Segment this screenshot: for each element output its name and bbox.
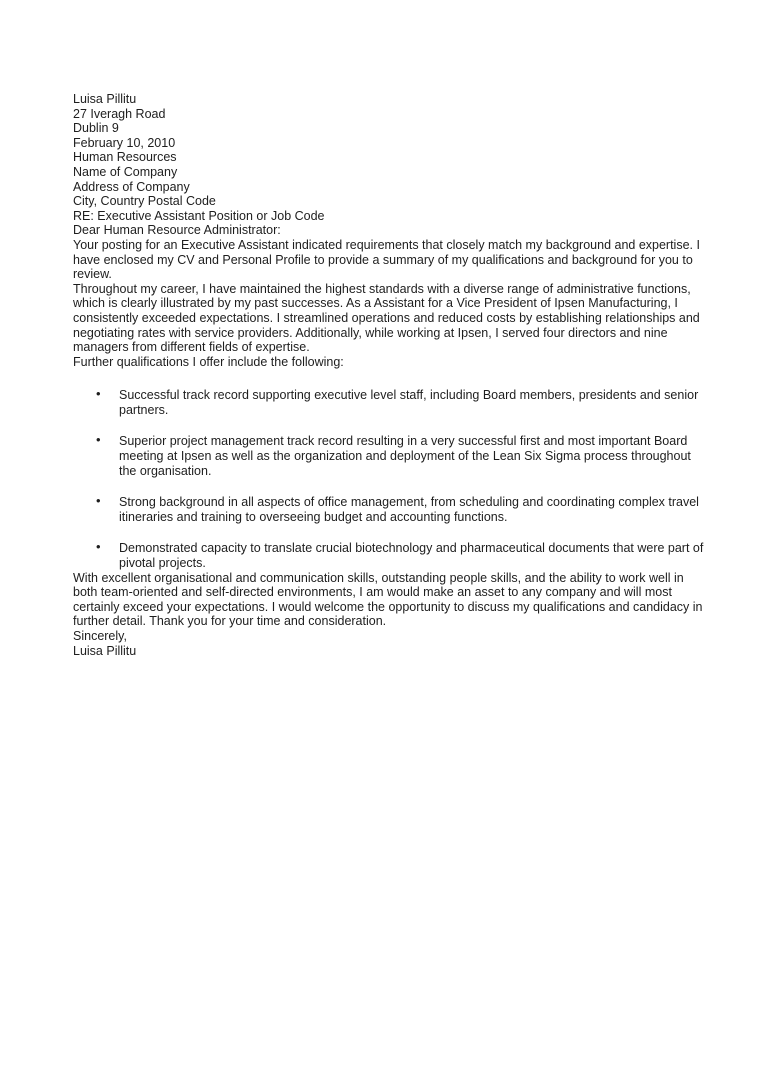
bullet-text-translation: Demonstrated capacity to translate crucial biotechnology and pharmaceutical documents that were part of pivotal projects. <box>119 541 704 571</box>
valediction: Sincerely, <box>73 629 127 643</box>
list-item <box>73 434 705 478</box>
paragraph-career: Throughout my career, I have maintained the highest standards with a diverse range of administrative functions, which is clearly illustrated by my past successes. As a Assistant for a Vice President of Ipsen Manufacturing, I consistently exceeded expectations. I streamlined operations and reduced costs by establishing relationships and negotiating rates with service providers. Additionally, while working at Ipsen, I served four directors and nine managers from different fields of expertise. <box>73 281 700 355</box>
sender-street: 27 Iveragh Road <box>73 106 166 121</box>
bullet-icon: • <box>96 539 101 555</box>
sender-city: Dublin 9 <box>73 121 119 136</box>
bullet-icon: • <box>96 493 101 509</box>
recipient-company-address: Address of Company <box>73 179 190 194</box>
list-item <box>73 541 705 570</box>
qualifications-list <box>73 388 705 570</box>
paragraph-qualifications-intro: Further qualifications I offer include the following: <box>73 354 344 369</box>
date-line: February 10, 2010 <box>73 135 176 150</box>
bullet-text-executive-support: Successful track record supporting executive level staff, including Board members, presidents and senior partners. <box>119 388 699 417</box>
letter-body <box>73 92 705 658</box>
list-item <box>73 495 705 524</box>
recipient-city-postal: City, Country Postal Code <box>73 194 216 209</box>
recipient-department: Human Resources <box>73 150 177 165</box>
bullet-icon: • <box>96 432 101 448</box>
bullet-icon: • <box>96 386 101 402</box>
bullet-text-project-management: Superior project management track record resulting in a very successful first and most important Board meeting at Ipsen as well as the organization and deployment of the Lean Six Sigma process throughout the organisation. <box>119 434 691 478</box>
salutation: Dear Human Resource Administrator: <box>73 223 281 238</box>
closing-paragraph: With excellent organisational and communication skills, outstanding people skills, and the ability to work well in both team-oriented and self-directed environments, I am would make an asset to any company and will most certainly exceed your expectations. I would welcome the opportunity to discuss my qualifications and candidacy in further detail. Thank you for your time and consideration. <box>73 570 703 629</box>
bullet-text-office-management: Strong background in all aspects of office management, from scheduling and coordinating complex travel itineraries and training to overseeing budget and accounting functions. <box>119 495 699 524</box>
sender-name: Luisa Pillitu <box>73 92 137 106</box>
subject-line: RE: Executive Assistant Position or Job Code <box>73 208 325 223</box>
recipient-address-block <box>73 150 705 208</box>
sender-address-block <box>73 92 705 136</box>
list-item <box>73 388 705 417</box>
signature-name: Luisa Pillitu <box>73 643 137 658</box>
recipient-company-name: Name of Company <box>73 164 178 179</box>
paragraph-posting: Your posting for an Executive Assistant indicated requirements that closely match my background and expertise. I have enclosed my CV and Personal Profile to provide a summary of my qualifications and background for you to review. <box>73 237 700 282</box>
